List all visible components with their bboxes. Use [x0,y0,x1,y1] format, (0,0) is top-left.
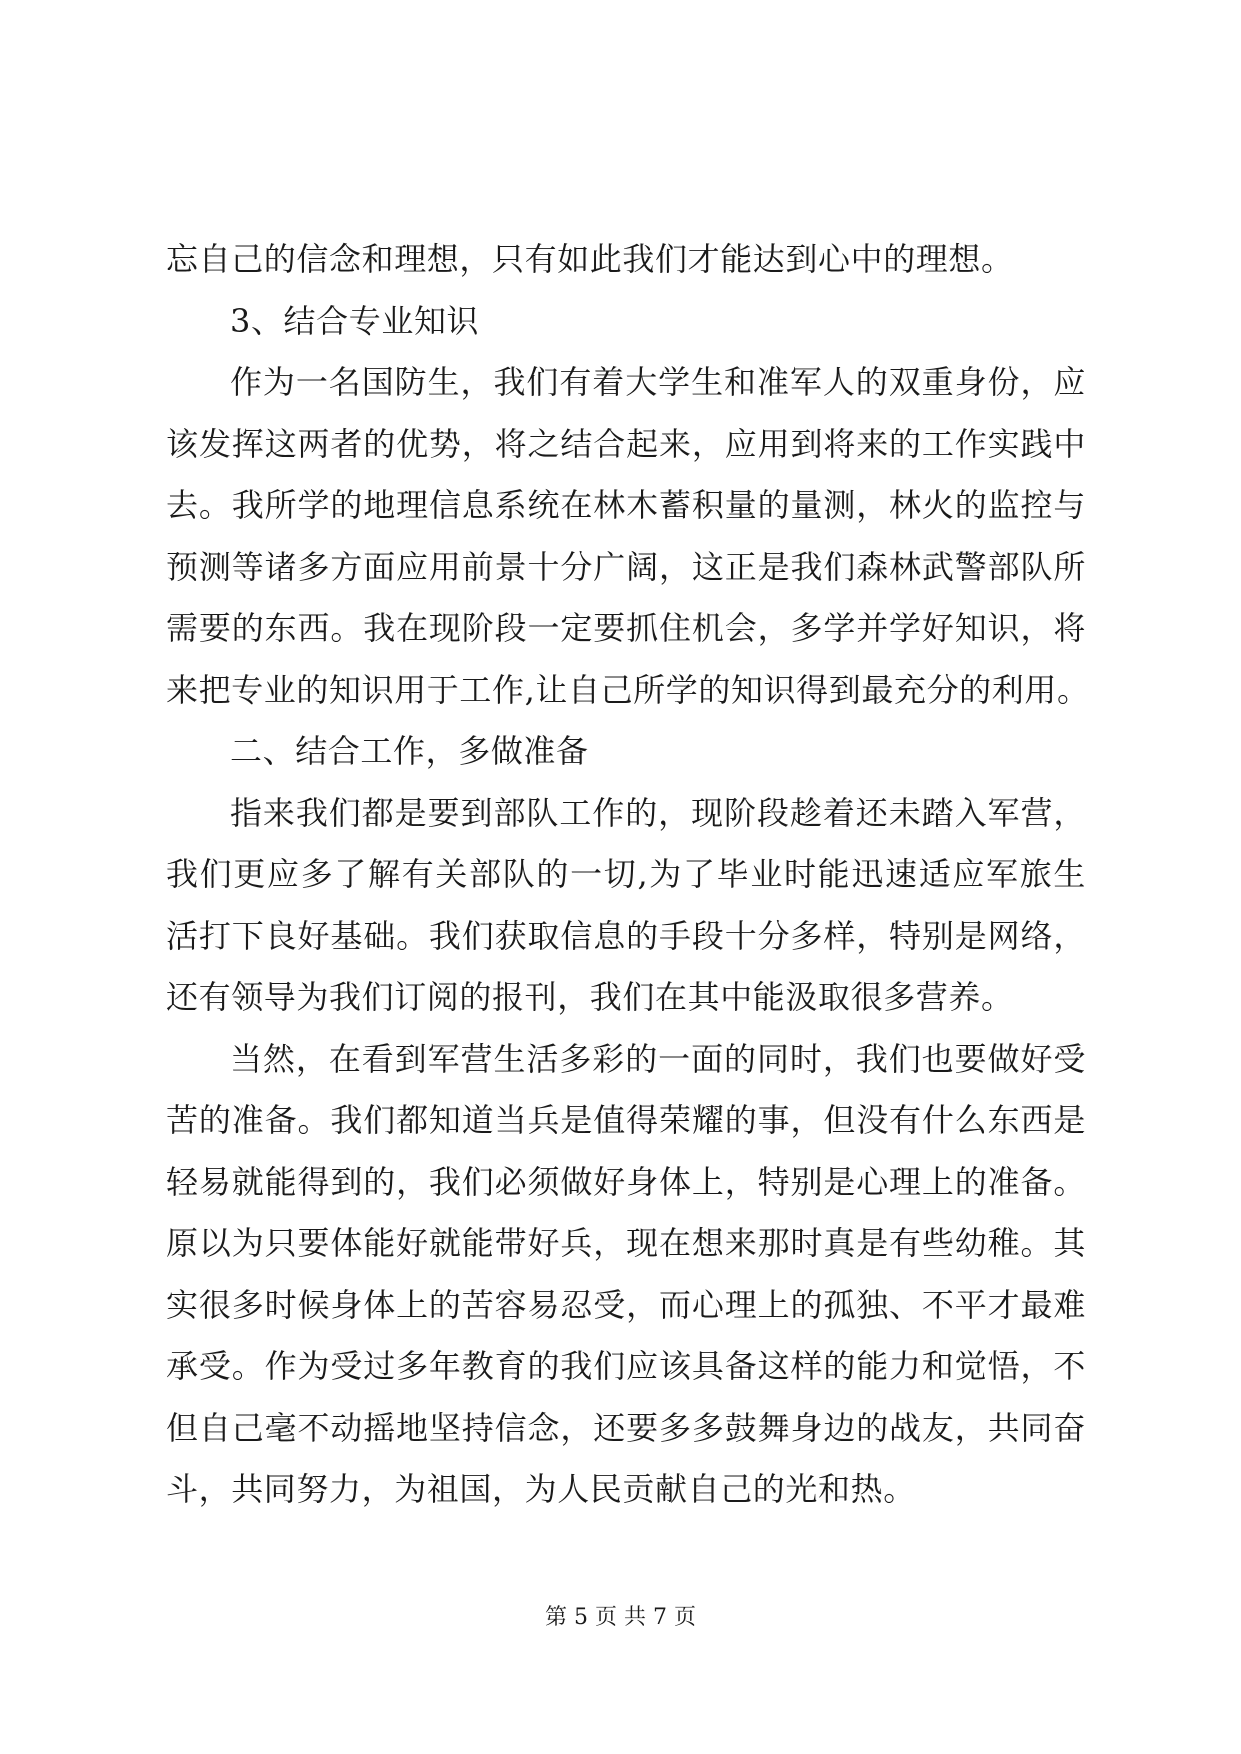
text-line: 去。我所学的地理信息系统在林木蓄积量的量测，林火的监控与 [166,486,1086,524]
text-line: 轻易就能得到的，我们必须做好身体上，特别是心理上的准备。 [166,1162,1086,1201]
text-line: 还有领导为我们订阅的报刊，我们在其中能汲取很多营养。 [166,978,1014,1016]
text-line: 指来我们都是要到部队工作的，现阶段趁着还未踏入军营， [230,793,1086,832]
text-line: 实很多时候身体上的苦容易忍受，而心理上的孤独、不平才最难 [166,1285,1086,1324]
text-line: 当然，在看到军营生活多彩的一面的同时，我们也要做好受 [230,1039,1086,1078]
text-line: 斗，共同努力，为祖国，为人民贡献自己的光和热。 [166,1470,916,1508]
text-line: 原以为只要体能好就能带好兵，现在想来那时真是有些幼稚。其 [166,1224,1086,1262]
text-line: 来把专业的知识用于工作,让自己所学的知识得到最充分的利用。 [166,670,1090,709]
text-line: 承受。作为受过多年教育的我们应该具备这样的能力和觉悟，不 [166,1347,1086,1385]
page-footer: 第 5 页 共 7 页 [545,1605,696,1630]
text-line: 苦的准备。我们都知道当兵是值得荣耀的事，但没有什么东西是 [166,1101,1086,1139]
text-line: 活打下良好基础。我们获取信息的手段十分多样，特别是网络， [166,916,1086,955]
text-line: 预测等诸多方面应用前景十分广阔，这正是我们森林武警部队所 [166,547,1086,586]
text-line: 3、结合专业知识 [230,301,480,340]
text-line: 忘自己的信念和理想，只有如此我们才能达到心中的理想。 [166,240,1014,278]
text-line: 二、结合工作，多做准备 [230,732,589,770]
text-line: 需要的东西。我在现阶段一定要抓住机会，多学并学好知识，将 [166,609,1086,647]
text-line: 该发挥这两者的优势，将之结合起来，应用到将来的工作实践中 [166,424,1086,463]
body-text [166,229,1090,1521]
text-line: 作为一名国防生，我们有着大学生和准军人的双重身份，应 [230,363,1086,401]
text-line: 我们更应多了解有关部队的一切,为了毕业时能迅速适应军旅生 [166,855,1086,893]
text-line: 但自己毫不动摇地坚持信念，还要多多鼓舞身边的战友，共同奋 [166,1408,1086,1447]
